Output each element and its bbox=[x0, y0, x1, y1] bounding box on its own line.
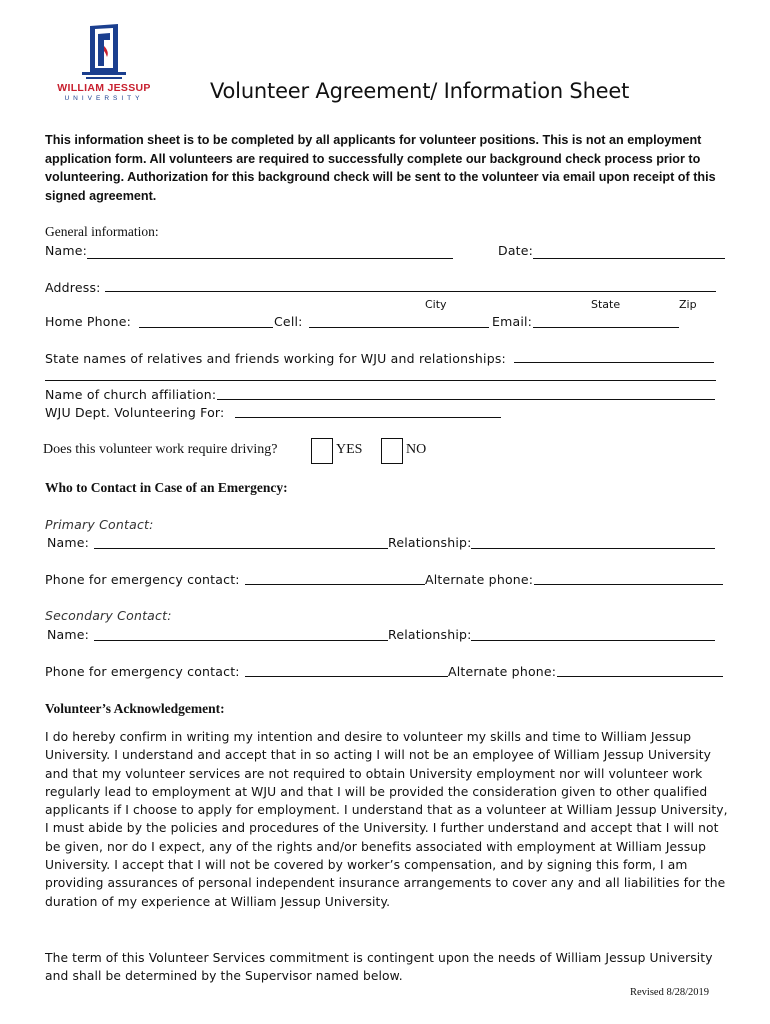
primary-alt-phone-label: Alternate phone: bbox=[425, 572, 534, 587]
revised-date: Revised 8/28/2019 bbox=[630, 987, 710, 998]
relatives-field-2[interactable] bbox=[45, 380, 716, 381]
state-label: State bbox=[591, 298, 621, 311]
university-logo bbox=[52, 22, 156, 106]
logo-name: WILLIAM JESSUP bbox=[57, 82, 151, 94]
relatives-field[interactable] bbox=[514, 362, 714, 363]
secondary-alt-phone-field[interactable] bbox=[557, 676, 723, 677]
name-label: Name: bbox=[45, 243, 88, 258]
primary-phone-label: Phone for emergency contact: bbox=[45, 572, 240, 587]
driving-question: Does this volunteer work require driving? bbox=[43, 442, 278, 457]
secondary-phone-label: Phone for emergency contact: bbox=[45, 664, 240, 679]
date-label: Date: bbox=[498, 243, 534, 258]
address-field[interactable] bbox=[105, 291, 716, 292]
intro-text: This information sheet is to be completed by all applicants for volunteer positions. This is not an employment application form. All volunteers are required to successfully complete our background check process prior to volunteering. Authorization for this background check will be sent to the volunteer via email upon receipt of this signed agreement. bbox=[45, 133, 716, 203]
primary-alt-phone-field[interactable] bbox=[534, 584, 723, 585]
yes-checkbox[interactable] bbox=[311, 438, 333, 464]
address-label: Address: bbox=[45, 280, 101, 295]
no-checkbox[interactable] bbox=[381, 438, 403, 464]
secondary-alt-phone-label: Alternate phone: bbox=[448, 664, 557, 679]
secondary-phone-field[interactable] bbox=[245, 676, 448, 677]
primary-relationship-field[interactable] bbox=[471, 548, 715, 549]
secondary-relationship-label: Relationship: bbox=[388, 627, 472, 642]
no-label: NO bbox=[406, 442, 427, 457]
logo-subname: UNIVERSITY bbox=[64, 95, 144, 102]
primary-contact-label: Primary Contact: bbox=[45, 517, 154, 532]
home-phone-label: Home Phone: bbox=[45, 314, 132, 329]
primary-phone-field[interactable] bbox=[245, 584, 425, 585]
acknowledgement-heading: Volunteer’s Acknowledgement: bbox=[45, 701, 225, 716]
secondary-name-label: Name: bbox=[47, 627, 90, 642]
relatives-label: State names of relatives and friends working for WJU and relationships: bbox=[45, 351, 506, 366]
secondary-contact-label: Secondary Contact: bbox=[45, 608, 172, 623]
primary-name-label: Name: bbox=[47, 535, 90, 550]
email-label: Email: bbox=[492, 314, 533, 329]
cell-label: Cell: bbox=[274, 314, 303, 329]
page-title: Volunteer Agreement/ Information Sheet bbox=[210, 79, 630, 103]
church-label: Name of church affiliation: bbox=[45, 387, 217, 402]
zip-label: Zip bbox=[679, 298, 697, 311]
emergency-heading: Who to Contact in Case of an Emergency: bbox=[45, 480, 288, 495]
commitment-paragraph: The term of this Volunteer Services commitment is contingent upon the needs of William Jessup University and shall be determined by the Supervisor named below. bbox=[45, 951, 713, 984]
cell-field[interactable] bbox=[309, 327, 489, 328]
primary-name-field[interactable] bbox=[94, 548, 388, 549]
name-field[interactable] bbox=[87, 258, 453, 259]
secondary-relationship-field[interactable] bbox=[471, 640, 715, 641]
date-field[interactable] bbox=[533, 258, 725, 259]
home-phone-field[interactable] bbox=[139, 327, 273, 328]
city-label: City bbox=[425, 298, 447, 311]
general-info-heading: General information: bbox=[45, 224, 159, 239]
email-field[interactable] bbox=[533, 327, 679, 328]
dept-label: WJU Dept. Volunteering For: bbox=[45, 405, 225, 420]
primary-relationship-label: Relationship: bbox=[388, 535, 472, 550]
church-field[interactable] bbox=[217, 399, 715, 400]
acknowledgement-paragraph: I do hereby confirm in writing my intention and desire to volunteer my skills and time to William Jessup University. I understand and accept that in so acting I will not be an employee of William Jessup University and that my volunteer services are not required to obtain University employment nor will volunteer work regularly lead to employment at WJU and that I will be provided the consideration given to other qualified applicants if I choose to apply for employment. I understand that as a volunteer at William Jessup University, I must abide by the policies and procedures of the University. I further understand and accept that I will not be given, nor do I expect, any of the rights and/or benefits associated with employment at William Jessup University. I accept that I will not be covered by worker’s compensation, and by signing this form, I am providing assurances of personal independent insurance arrangements to cover any and all liabilities for the duration of my experience at William Jessup University. bbox=[45, 730, 728, 909]
dept-field[interactable] bbox=[235, 417, 501, 418]
secondary-name-field[interactable] bbox=[94, 640, 388, 641]
yes-label: YES bbox=[336, 442, 363, 457]
logo-mark-icon bbox=[52, 22, 156, 80]
